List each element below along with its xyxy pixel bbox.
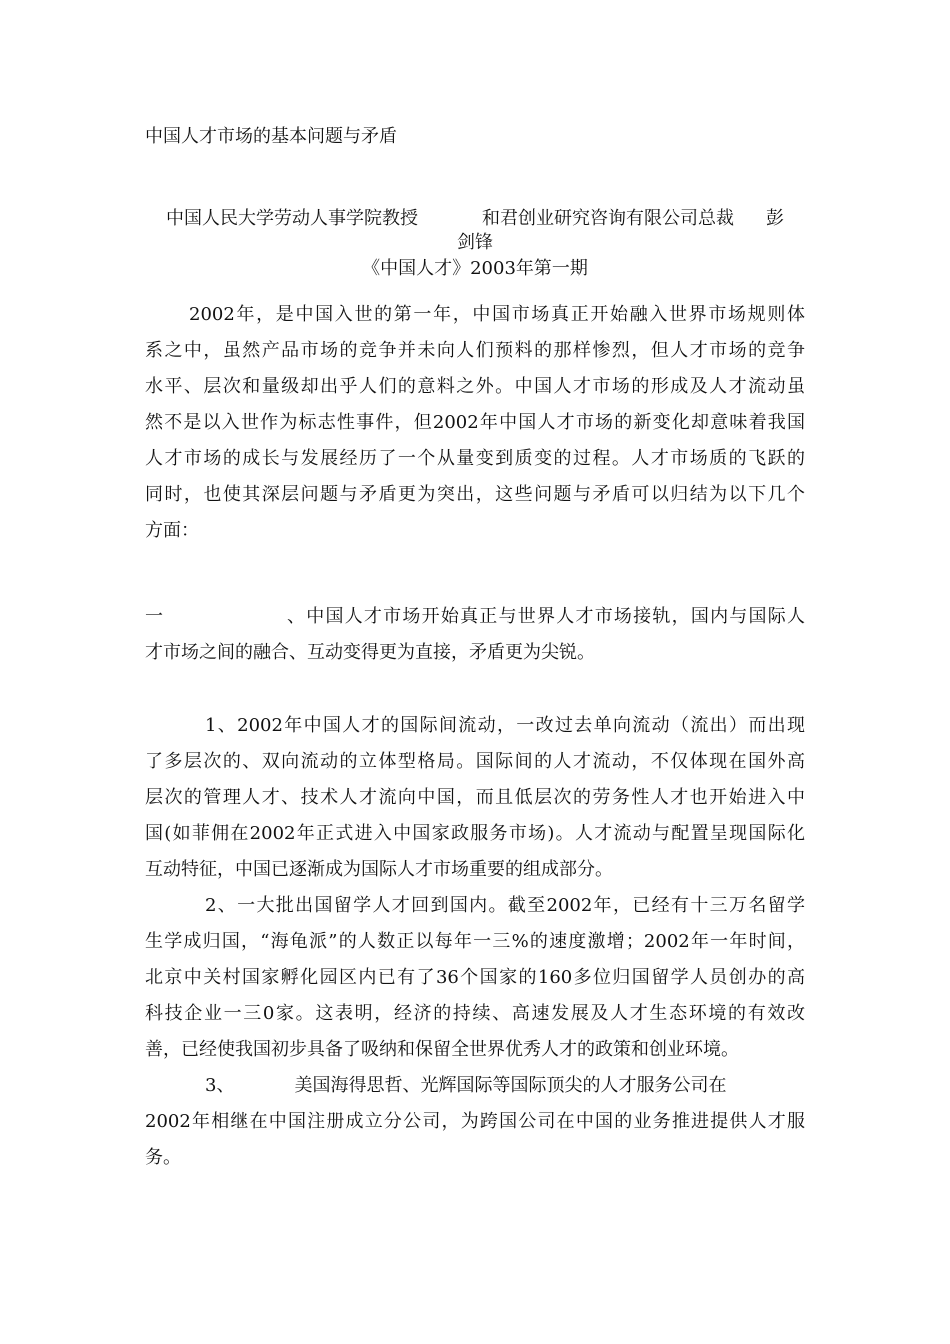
section-1-number: 一、 bbox=[145, 606, 305, 627]
item-3-number: 3、 bbox=[205, 1075, 235, 1096]
section-1-text-1: 中国人才市场开始真正与世界人才市场接轨，国内与国际人 bbox=[305, 606, 805, 627]
item-1-line: 层次的管理人才、技术人才流向中国，而且低层次的劳务性人才也开始进入中 bbox=[145, 787, 805, 808]
section-1-line-2: 才市场之间的融合、互动变得更为直接，矛盾更为尖锐。 bbox=[145, 642, 595, 663]
item-3-paragraph bbox=[145, 1068, 805, 1176]
item-2-line: 生学成归国，“海龟派”的人数正以每年一三%的速度激增；2002年一年时间， bbox=[145, 931, 805, 952]
item-2-line: 北京中关村国家孵化园区内已有了36个国家的160多位归国留学人员创办的高 bbox=[145, 967, 805, 988]
item-3-line-1 bbox=[145, 1068, 805, 1104]
byline bbox=[145, 207, 805, 255]
item-3-line-3: 务。 bbox=[145, 1147, 181, 1168]
item-1-line: 国(如菲佣在2002年正式进入中国家政服务市场)。人才流动与配置呈现国际化 bbox=[145, 823, 805, 844]
item-2-line: 2、一大批出国留学人才回到国内。截至2002年，已经有十三万名留学 bbox=[205, 895, 805, 916]
author-affiliation-1: 中国人民大学劳动人事学院教授 bbox=[166, 208, 418, 229]
author-affiliation-2: 和君创业研究咨询有限公司总裁 bbox=[482, 208, 734, 229]
intro-line: 人才市场的成长与发展经历了一个从量变到质变的过程。人才市场质的飞跃的 bbox=[145, 448, 805, 469]
author-name-part-1: 彭 bbox=[766, 208, 784, 229]
author-name-part-2: 剑锋 bbox=[457, 232, 493, 253]
item-3-line-2: 2002年相继在中国注册成立分公司，为跨国公司在中国的业务推进提供人才服 bbox=[145, 1111, 805, 1132]
intro-line: 系之中，虽然产品市场的竞争并未向人们预料的那样惨烈，但人才市场的竞争 bbox=[145, 340, 805, 361]
item-1-line: 互动特征，中国已逐渐成为国际人才市场重要的组成部分。 bbox=[145, 859, 613, 880]
intro-line: 同时，也使其深层问题与矛盾更为突出，这些问题与矛盾可以归结为以下几个 bbox=[145, 484, 805, 505]
intro-line: 然不是以入世作为标志性事件，但2002年中国人才市场的新变化却意味着我国 bbox=[145, 412, 805, 433]
document-title: 中国人才市场的基本问题与矛盾 bbox=[145, 126, 397, 147]
byline-line-2 bbox=[145, 231, 805, 255]
intro-line: 水平、层次和量级却出乎人们的意料之外。中国人才市场的形成及人才流动虽 bbox=[145, 376, 805, 397]
item-2-line: 善，已经使我国初步具备了吸纳和保留全世界优秀人才的政策和创业环境。 bbox=[145, 1039, 739, 1060]
item-1-paragraph bbox=[145, 708, 805, 888]
publication-source: 《中国人才》2003年第一期 bbox=[362, 258, 588, 279]
intro-line: 2002年，是中国入世的第一年，中国市场真正开始融入世界市场规则体 bbox=[189, 304, 805, 325]
section-1-heading bbox=[145, 599, 805, 671]
intro-line: 方面： bbox=[145, 520, 199, 541]
intro-paragraph bbox=[145, 297, 805, 549]
section-1-line-1 bbox=[145, 599, 805, 635]
item-2-line: 科技企业一三0家。这表明，经济的持续、高速发展及人才生态环境的有效改 bbox=[145, 1003, 805, 1024]
item-3-text-1: 美国海得思哲、光辉国际等国际顶尖的人才服务公司在 bbox=[294, 1075, 727, 1096]
item-2-paragraph bbox=[145, 888, 805, 1068]
item-1-line: 了多层次的、双向流动的立体型格局。国际间的人才流动，不仅体现在国外高 bbox=[145, 751, 805, 772]
item-1-line: 1、2002年中国人才的国际间流动，一改过去单向流动（流出）而出现 bbox=[205, 715, 805, 736]
byline-line-1 bbox=[145, 207, 805, 231]
